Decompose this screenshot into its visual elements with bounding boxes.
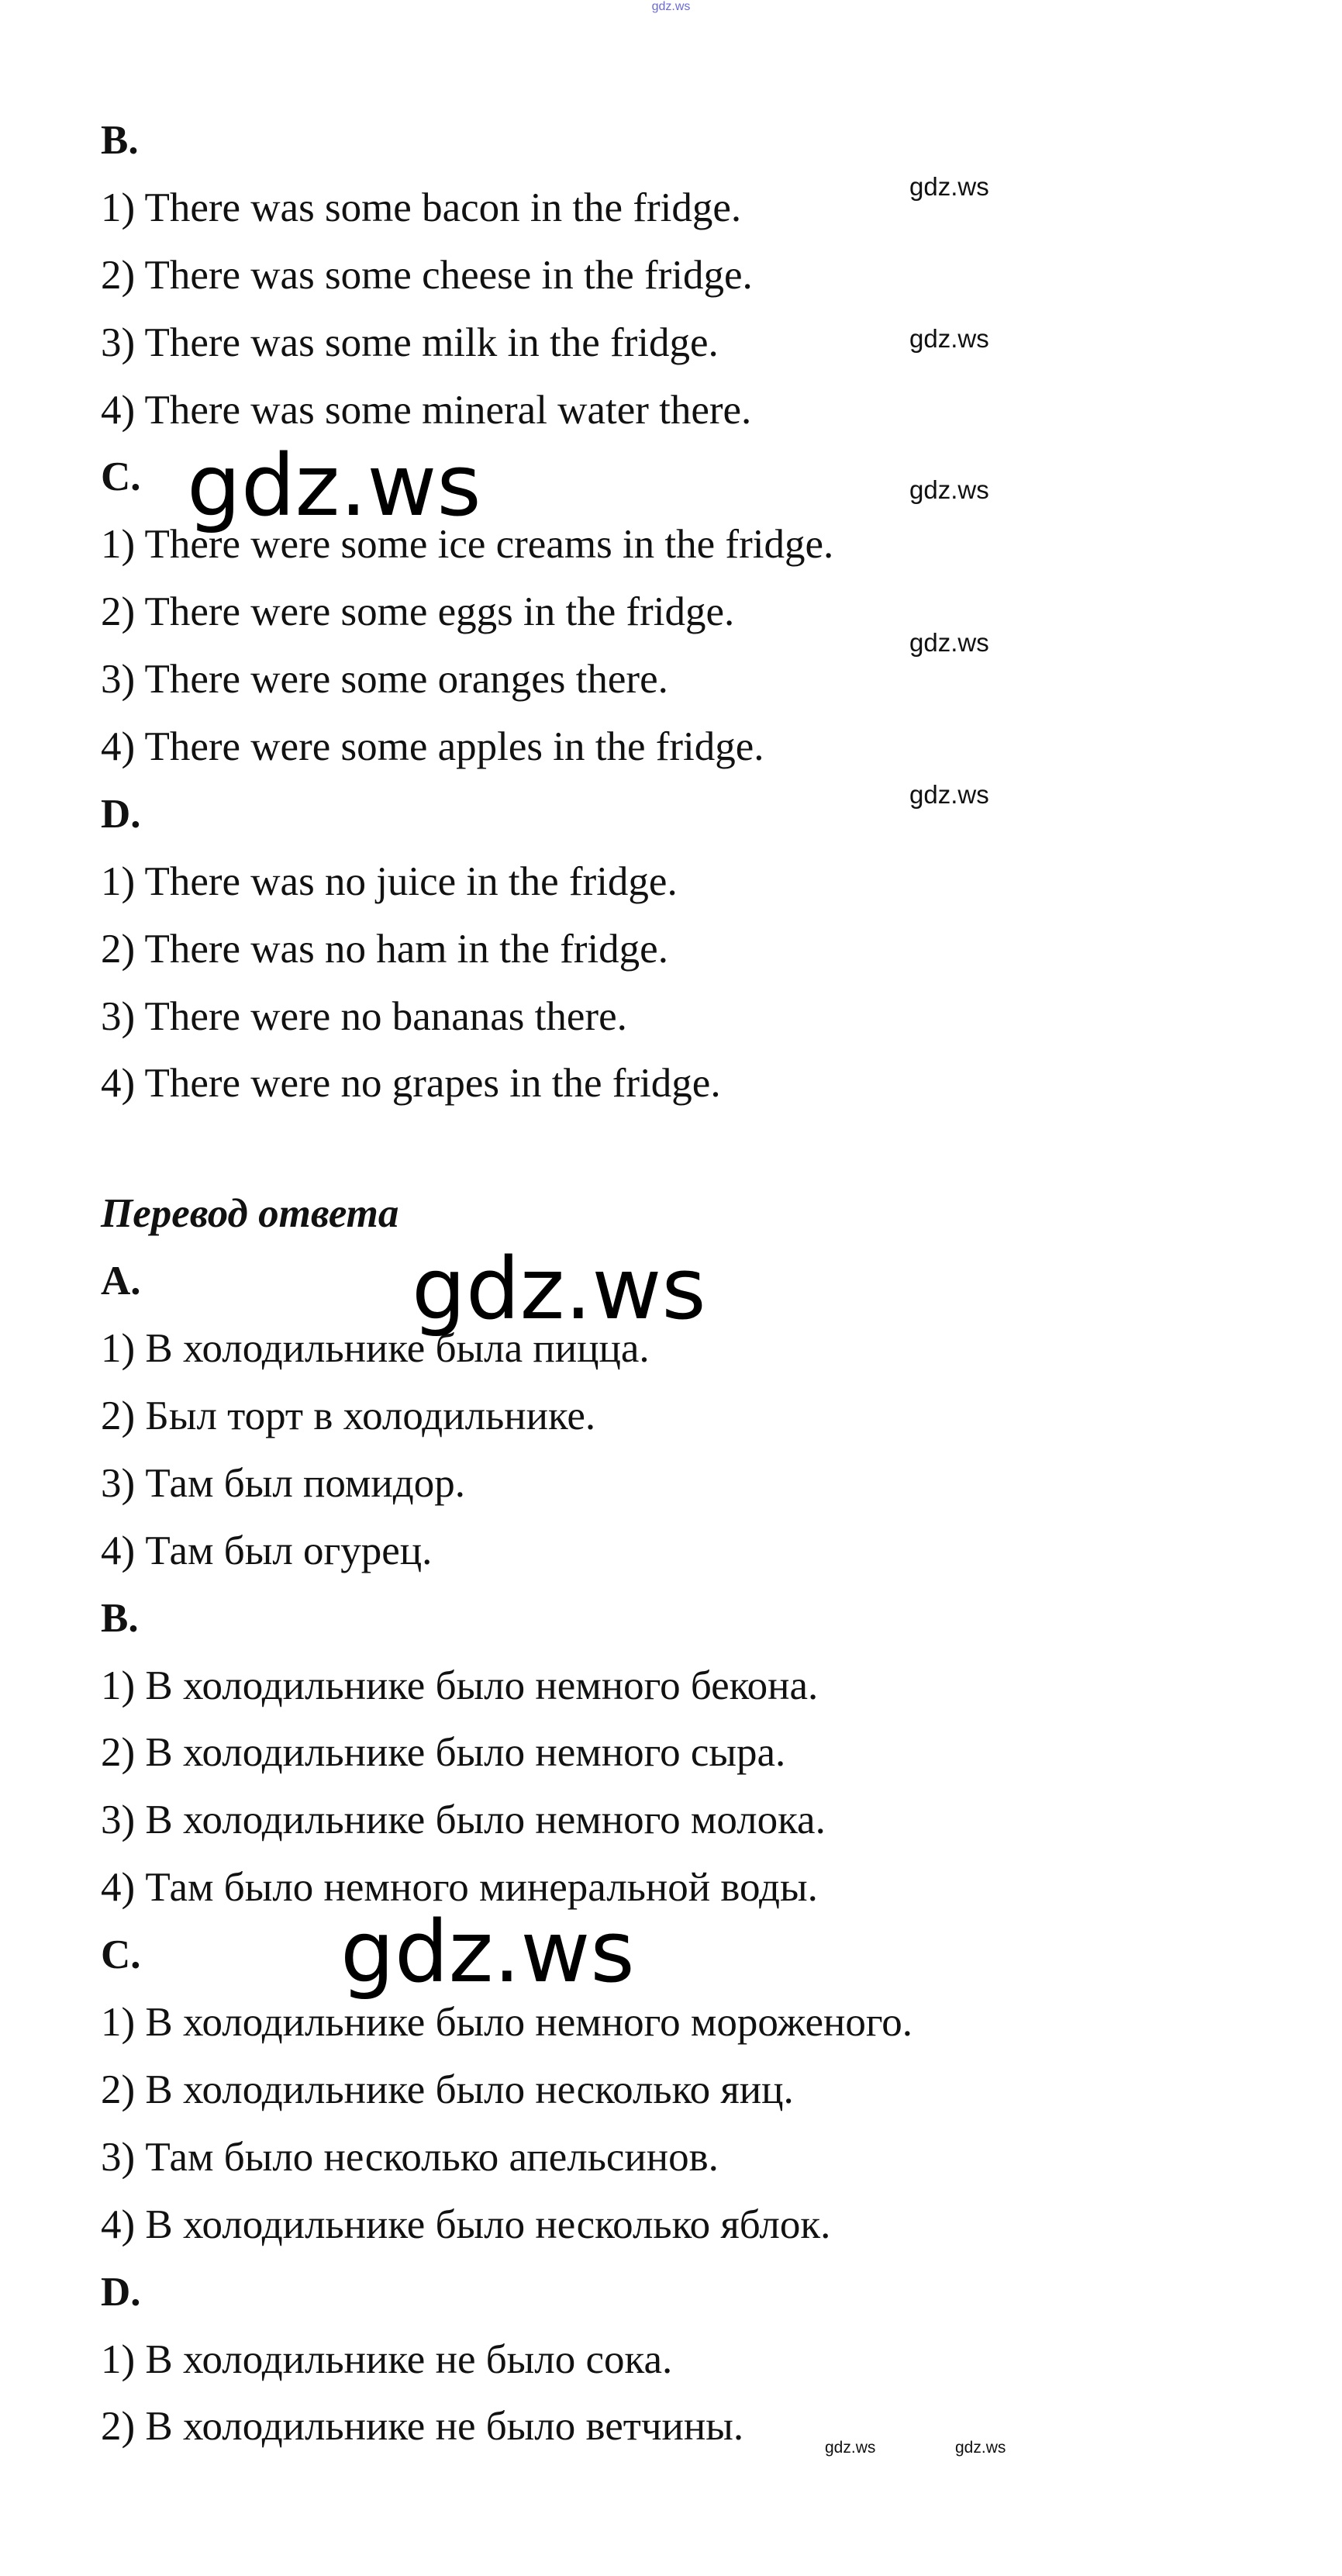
translation-line: 2) Был торт в холодильнике.: [101, 1393, 596, 1439]
watermark: gdz.ws: [909, 324, 989, 353]
translation-title: Перевод ответа: [101, 1191, 399, 1237]
watermark: gdz.ws: [909, 628, 989, 657]
watermark-large: gdz.ws: [340, 1902, 635, 2001]
answer-line: 2) There were some eggs in the fridge.: [101, 589, 735, 635]
section-letter: D.: [101, 2269, 141, 2315]
answer-line: 1) There was some bacon in the fridge.: [101, 185, 742, 230]
translation-line: 3) В холодильнике было немного молока.: [101, 1797, 826, 1843]
translation-line: 2) В холодильнике не было ветчины.: [101, 2404, 744, 2450]
translation-line: 2) В холодильнике было несколько яиц.: [101, 2067, 794, 2112]
section-letter: C.: [101, 454, 141, 500]
answer-line: 4) There were some apples in the fridge.: [101, 724, 764, 770]
section-letter: B.: [101, 118, 139, 163]
section-gap: [101, 1117, 1264, 1180]
watermark: gdz.ws: [909, 475, 989, 504]
watermark: gdz.ws: [909, 780, 989, 809]
answer-line: 3) There were some oranges there.: [101, 657, 668, 703]
answer-line: 4) There was some mineral water there.: [101, 387, 752, 433]
translation-line: 3) Там был помидор.: [101, 1460, 466, 1506]
translation-line: 4) Там был огурец.: [101, 1528, 433, 1573]
answer-line: 2) There was no ham in the fridge.: [101, 926, 668, 972]
translation-line: 1) В холодильнике была пицца.: [101, 1326, 650, 1372]
watermark-tiny: gdz.ws: [825, 2439, 876, 2457]
translation-line: 2) В холодильнике было немного сыра.: [101, 1730, 786, 1776]
translation-line: 3) Там было несколько апельсинов.: [101, 2134, 719, 2180]
section-letter: D.: [101, 791, 141, 837]
header-watermark: gdz.ws: [651, 0, 691, 13]
watermark-large: gdz.ws: [412, 1239, 706, 1338]
answer-line: 1) There were some ice creams in the fridge.: [101, 522, 834, 568]
translation-line: 1) В холодильнике было немного мороженого.: [101, 2000, 913, 2046]
watermark-tiny: gdz.ws: [955, 2439, 1006, 2457]
translation-line: 1) В холодильнике было немного бекона.: [101, 1663, 819, 1708]
watermark-large: gdz.ws: [187, 436, 481, 535]
watermark: gdz.ws: [909, 172, 989, 201]
answer-line: 4) There were no grapes in the fridge.: [101, 1061, 721, 1107]
translation-line: 4) В холодильнике было несколько яблок.: [101, 2201, 831, 2247]
answer-line: 3) There were no bananas there.: [101, 993, 627, 1039]
section-letter: B.: [101, 1595, 139, 1641]
section-letter: C.: [101, 1932, 141, 1978]
translation-line: 1) В холодильнике не было сока.: [101, 2336, 673, 2382]
translation-line: 4) Там было немного минеральной воды.: [101, 1865, 818, 1911]
answer-line: 2) There was some cheese in the fridge.: [101, 252, 753, 298]
answer-line: 3) There was some milk in the fridge.: [101, 319, 719, 365]
answer-line: 1) There was no juice in the fridge.: [101, 858, 678, 904]
section-letter: A.: [101, 1259, 141, 1304]
